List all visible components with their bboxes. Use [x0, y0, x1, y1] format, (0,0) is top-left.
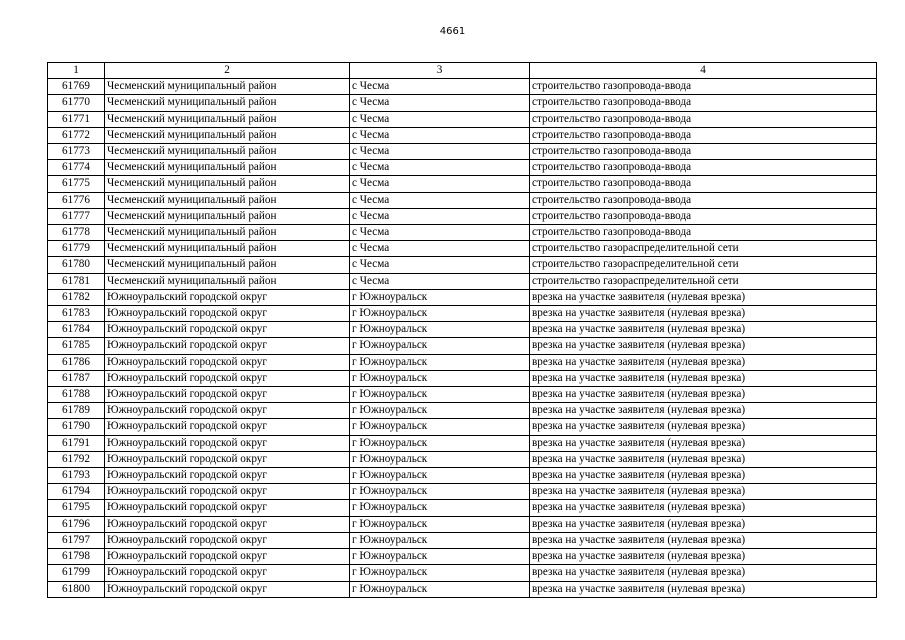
column-header-2: 2 [105, 63, 350, 79]
work-type-cell: врезка на участке заявителя (нулевая врезка) [530, 484, 877, 500]
settlement-cell: с Чесма [350, 208, 530, 224]
row-number: 61793 [48, 468, 105, 484]
table-row [48, 370, 877, 386]
row-number: 61771 [48, 111, 105, 127]
row-number: 61797 [48, 532, 105, 548]
work-type-cell: врезка на участке заявителя (нулевая врезка) [530, 306, 877, 322]
municipality-cell: Южноуральский городской округ [105, 500, 350, 516]
table-row [48, 387, 877, 403]
work-type-cell: строительство газопровода-ввода [530, 127, 877, 143]
table-row [48, 192, 877, 208]
table-row [48, 516, 877, 532]
row-number: 61781 [48, 273, 105, 289]
settlement-cell: г Южноуральск [350, 549, 530, 565]
municipality-cell: Чесменский муниципальный район [105, 79, 350, 95]
table-row [48, 144, 877, 160]
municipality-cell: Чесменский муниципальный район [105, 160, 350, 176]
municipality-cell: Чесменский муниципальный район [105, 144, 350, 160]
settlement-cell: г Южноуральск [350, 306, 530, 322]
settlement-cell: с Чесма [350, 144, 530, 160]
settlement-cell: с Чесма [350, 111, 530, 127]
municipality-cell: Южноуральский городской округ [105, 581, 350, 597]
municipality-cell: Чесменский муниципальный район [105, 192, 350, 208]
table-row [48, 468, 877, 484]
settlement-cell: г Южноуральск [350, 468, 530, 484]
settlement-cell: г Южноуральск [350, 500, 530, 516]
municipality-cell: Чесменский муниципальный район [105, 127, 350, 143]
municipality-cell: Южноуральский городской округ [105, 370, 350, 386]
municipality-cell: Южноуральский городской округ [105, 516, 350, 532]
row-number: 61778 [48, 225, 105, 241]
municipality-cell: Южноуральский городской округ [105, 387, 350, 403]
row-number: 61788 [48, 387, 105, 403]
municipality-cell: Южноуральский городской округ [105, 403, 350, 419]
work-type-cell: врезка на участке заявителя (нулевая врезка) [530, 419, 877, 435]
table-row [48, 322, 877, 338]
work-type-cell: врезка на участке заявителя (нулевая врезка) [530, 532, 877, 548]
work-type-cell: врезка на участке заявителя (нулевая врезка) [530, 549, 877, 565]
municipality-cell: Южноуральский городской округ [105, 338, 350, 354]
table-row [48, 419, 877, 435]
table-row [48, 403, 877, 419]
settlement-cell: г Южноуральск [350, 354, 530, 370]
municipality-cell: Южноуральский городской округ [105, 451, 350, 467]
municipality-cell: Южноуральский городской округ [105, 306, 350, 322]
settlement-cell: г Южноуральск [350, 338, 530, 354]
row-number: 61798 [48, 549, 105, 565]
table-row [48, 338, 877, 354]
settlement-cell: с Чесма [350, 95, 530, 111]
municipality-cell: Южноуральский городской округ [105, 354, 350, 370]
settlement-cell: с Чесма [350, 241, 530, 257]
row-number: 61770 [48, 95, 105, 111]
table-row [48, 549, 877, 565]
table-row [48, 500, 877, 516]
settlement-cell: с Чесма [350, 79, 530, 95]
work-type-cell: строительство газопровода-ввода [530, 160, 877, 176]
work-type-cell: строительство газопровода-ввода [530, 208, 877, 224]
table-row [48, 565, 877, 581]
table-row [48, 79, 877, 95]
settlement-cell: г Южноуральск [350, 289, 530, 305]
row-number: 61779 [48, 241, 105, 257]
municipality-cell: Южноуральский городской округ [105, 419, 350, 435]
work-type-cell: врезка на участке заявителя (нулевая врезка) [530, 565, 877, 581]
row-number: 61796 [48, 516, 105, 532]
work-type-cell: строительство газопровода-ввода [530, 225, 877, 241]
municipality-cell: Южноуральский городской округ [105, 484, 350, 500]
column-header-4: 4 [530, 63, 877, 79]
municipality-cell: Южноуральский городской округ [105, 532, 350, 548]
row-number: 61782 [48, 289, 105, 305]
work-type-cell: врезка на участке заявителя (нулевая врезка) [530, 516, 877, 532]
row-number: 61776 [48, 192, 105, 208]
row-number: 61800 [48, 581, 105, 597]
settlement-cell: г Южноуральск [350, 451, 530, 467]
page-number: 4661 [439, 26, 466, 37]
row-number: 61789 [48, 403, 105, 419]
work-type-cell: строительство газопровода-ввода [530, 192, 877, 208]
municipality-cell: Чесменский муниципальный район [105, 208, 350, 224]
row-number: 61774 [48, 160, 105, 176]
settlement-cell: с Чесма [350, 257, 530, 273]
settlement-cell: г Южноуральск [350, 419, 530, 435]
row-number: 61785 [48, 338, 105, 354]
work-type-cell: врезка на участке заявителя (нулевая врезка) [530, 322, 877, 338]
settlement-cell: с Чесма [350, 127, 530, 143]
settlement-cell: г Южноуральск [350, 565, 530, 581]
municipality-cell: Чесменский муниципальный район [105, 241, 350, 257]
table-row [48, 306, 877, 322]
row-number: 61786 [48, 354, 105, 370]
row-number: 61790 [48, 419, 105, 435]
work-type-cell: врезка на участке заявителя (нулевая врезка) [530, 354, 877, 370]
municipality-cell: Чесменский муниципальный район [105, 257, 350, 273]
row-number: 61769 [48, 79, 105, 95]
table-row [48, 273, 877, 289]
table-row [48, 354, 877, 370]
work-type-cell: врезка на участке заявителя (нулевая врезка) [530, 581, 877, 597]
table-row [48, 435, 877, 451]
settlement-cell: г Южноуральск [350, 484, 530, 500]
settlement-cell: г Южноуральск [350, 370, 530, 386]
table-row [48, 225, 877, 241]
table-row [48, 484, 877, 500]
municipality-cell: Чесменский муниципальный район [105, 225, 350, 241]
row-number: 61795 [48, 500, 105, 516]
settlement-cell: с Чесма [350, 176, 530, 192]
settlement-cell: г Южноуральск [350, 322, 530, 338]
work-type-cell: строительство газопровода-ввода [530, 144, 877, 160]
work-type-cell: строительство газораспределительной сети [530, 241, 877, 257]
settlement-cell: с Чесма [350, 192, 530, 208]
settlement-cell: г Южноуральск [350, 532, 530, 548]
row-number: 61775 [48, 176, 105, 192]
table-header-row [48, 63, 877, 79]
row-number: 61794 [48, 484, 105, 500]
row-number: 61772 [48, 127, 105, 143]
municipality-cell: Южноуральский городской округ [105, 565, 350, 581]
work-type-cell: строительство газопровода-ввода [530, 79, 877, 95]
table-row [48, 257, 877, 273]
table-row [48, 176, 877, 192]
work-type-cell: врезка на участке заявителя (нулевая врезка) [530, 468, 877, 484]
table-row [48, 208, 877, 224]
work-type-cell: строительство газопровода-ввода [530, 95, 877, 111]
row-number: 61780 [48, 257, 105, 273]
table-row [48, 127, 877, 143]
registry-table [47, 62, 877, 598]
row-number: 61777 [48, 208, 105, 224]
work-type-cell: врезка на участке заявителя (нулевая врезка) [530, 370, 877, 386]
work-type-cell: врезка на участке заявителя (нулевая врезка) [530, 500, 877, 516]
work-type-cell: врезка на участке заявителя (нулевая врезка) [530, 338, 877, 354]
settlement-cell: г Южноуральск [350, 403, 530, 419]
work-type-cell: строительство газопровода-ввода [530, 111, 877, 127]
table-row [48, 241, 877, 257]
column-header-1: 1 [48, 63, 105, 79]
table-row [48, 532, 877, 548]
municipality-cell: Южноуральский городской округ [105, 549, 350, 565]
settlement-cell: с Чесма [350, 160, 530, 176]
settlement-cell: г Южноуральск [350, 387, 530, 403]
table-row [48, 95, 877, 111]
work-type-cell: строительство газопровода-ввода [530, 176, 877, 192]
table-row [48, 289, 877, 305]
row-number: 61791 [48, 435, 105, 451]
municipality-cell: Чесменский муниципальный район [105, 176, 350, 192]
municipality-cell: Южноуральский городской округ [105, 435, 350, 451]
table-row [48, 451, 877, 467]
row-number: 61783 [48, 306, 105, 322]
table-row [48, 111, 877, 127]
table-row [48, 581, 877, 597]
settlement-cell: г Южноуральск [350, 581, 530, 597]
row-number: 61773 [48, 144, 105, 160]
row-number: 61799 [48, 565, 105, 581]
municipality-cell: Чесменский муниципальный район [105, 95, 350, 111]
row-number: 61787 [48, 370, 105, 386]
work-type-cell: врезка на участке заявителя (нулевая врезка) [530, 289, 877, 305]
municipality-cell: Южноуральский городской округ [105, 468, 350, 484]
settlement-cell: г Южноуральск [350, 435, 530, 451]
row-number: 61792 [48, 451, 105, 467]
table-row [48, 160, 877, 176]
settlement-cell: г Южноуральск [350, 516, 530, 532]
work-type-cell: врезка на участке заявителя (нулевая врезка) [530, 403, 877, 419]
municipality-cell: Чесменский муниципальный район [105, 273, 350, 289]
municipality-cell: Южноуральский городской округ [105, 322, 350, 338]
municipality-cell: Чесменский муниципальный район [105, 111, 350, 127]
work-type-cell: врезка на участке заявителя (нулевая врезка) [530, 451, 877, 467]
work-type-cell: строительство газораспределительной сети [530, 273, 877, 289]
settlement-cell: с Чесма [350, 225, 530, 241]
municipality-cell: Южноуральский городской округ [105, 289, 350, 305]
work-type-cell: врезка на участке заявителя (нулевая врезка) [530, 435, 877, 451]
table-body [48, 79, 877, 598]
settlement-cell: с Чесма [350, 273, 530, 289]
work-type-cell: строительство газораспределительной сети [530, 257, 877, 273]
work-type-cell: врезка на участке заявителя (нулевая врезка) [530, 387, 877, 403]
row-number: 61784 [48, 322, 105, 338]
column-header-3: 3 [350, 63, 530, 79]
